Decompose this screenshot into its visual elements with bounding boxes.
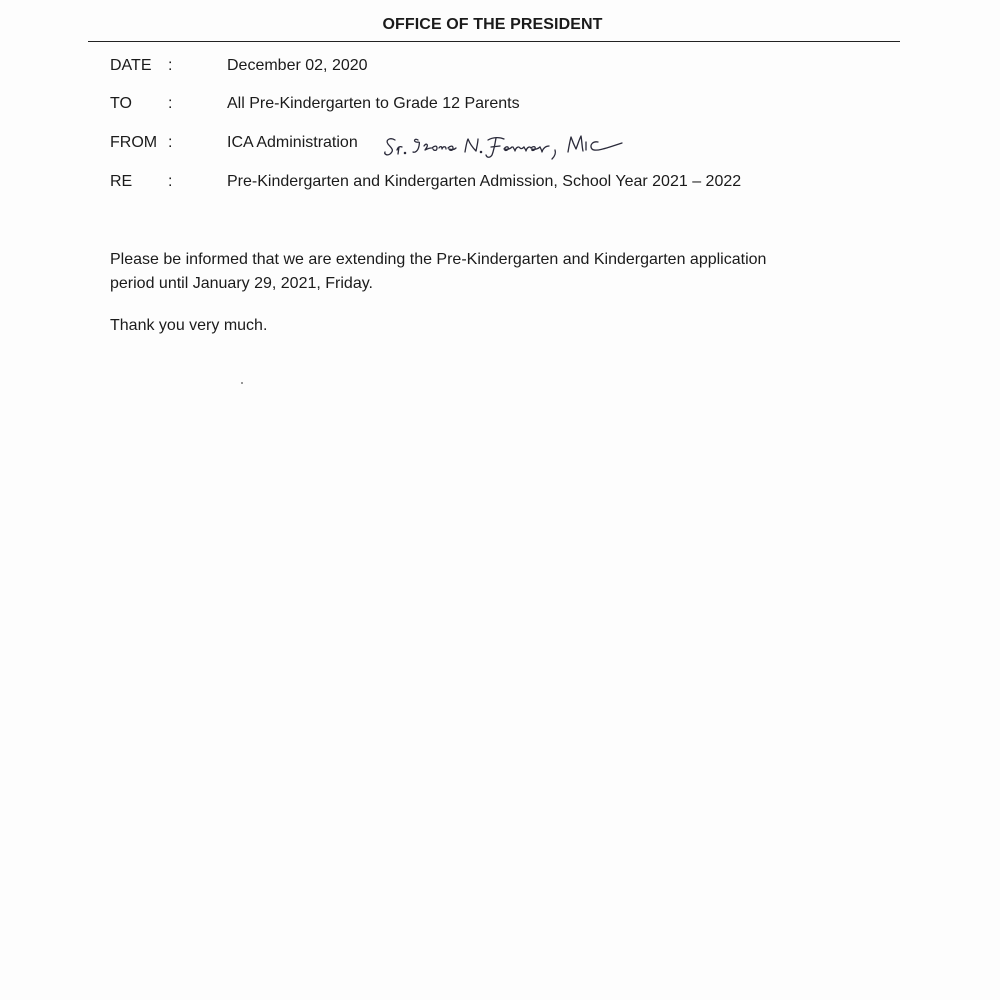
from-value: ICA Administration [227, 134, 358, 151]
from-colon: : [168, 134, 173, 151]
body-paragraph-line-1: Please be informed that we are extending the Pre-Kindergarten and Kindergarten application [110, 251, 767, 268]
re-label: RE [110, 173, 133, 190]
header-divider [88, 41, 900, 42]
to-label: TO [110, 95, 132, 112]
re-colon: : [168, 173, 173, 190]
date-colon: : [168, 57, 173, 74]
to-colon: : [168, 95, 173, 112]
closing-line: Thank you very much. [110, 317, 268, 334]
handwritten-signature [382, 128, 627, 168]
body-paragraph-line-2: period until January 29, 2021, Friday. [110, 275, 373, 292]
body-paragraph [110, 248, 870, 296]
date-label: DATE [110, 57, 152, 74]
date-value: December 02, 2020 [227, 57, 368, 74]
re-value: Pre-Kindergarten and Kindergarten Admission, School Year 2021 – 2022 [227, 173, 742, 190]
scan-speck [241, 382, 243, 384]
from-label: FROM [110, 134, 158, 151]
office-title: OFFICE OF THE PRESIDENT [382, 16, 603, 33]
to-value: All Pre-Kindergarten to Grade 12 Parents [227, 95, 520, 112]
